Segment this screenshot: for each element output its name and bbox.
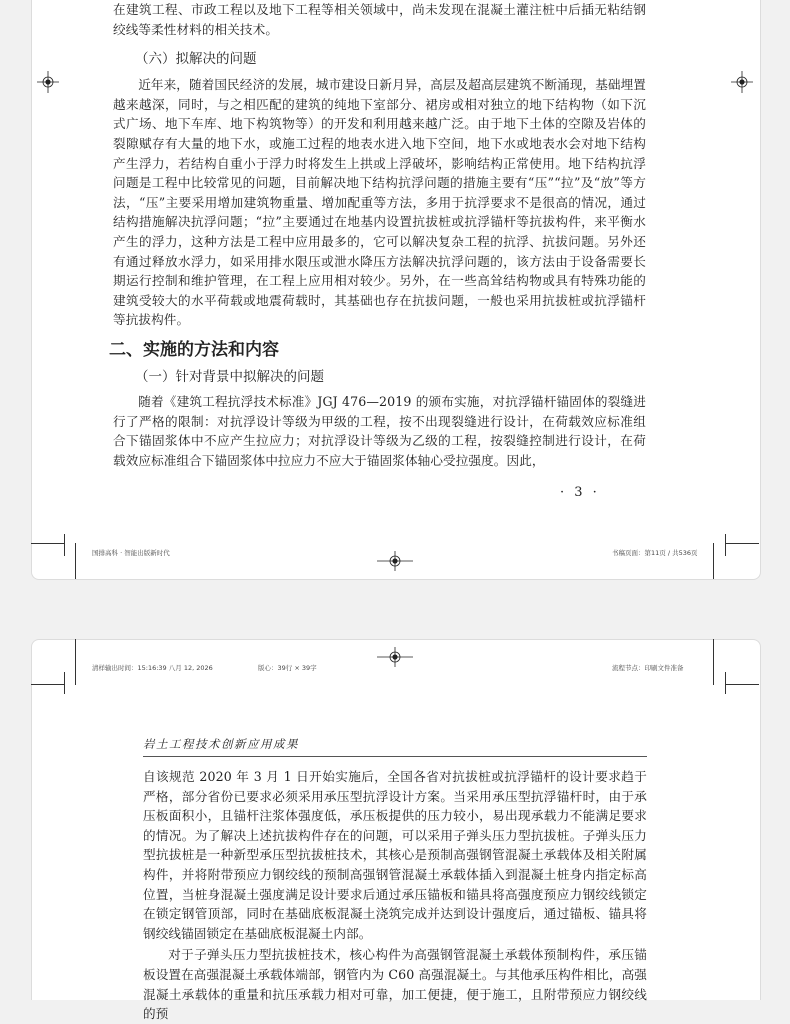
layout-spec-text: 版心：39行 × 39字 [258, 664, 317, 672]
crop-mark [713, 543, 714, 579]
footer-right-text: 书稿页面：第11页 / 共536页 [612, 549, 698, 557]
registration-mark-icon [377, 647, 413, 667]
problem-paragraph: 近年来，随着国民经济的发展，城市建设日新月异，高层及超高层建筑不断涌现，基础埋置越来越深，同时，与之相匹配的建筑的纯地下室部分、裙房或相对独立的地下结构物（如下沉式广场、地下车库、地下构筑物等）的开发和利用越来越广泛。由于地下土体的空隙及岩体的裂隙赋存有大量的地下水，或施工过程的地表水进入地下空间，地下水或地表水会对地下结构产生浮力，若结构自重小于浮力时将发生上拱或上浮破坏，影响结构正常使用。地下结构抗浮问题是工程中比较常见的问题，目前解决地下结构抗浮问题的措施主要有“压”“拉”及“放”等方法，“压”主要采用增加建筑物重量、增加配重等方法，多用于抗浮要求不是很高的情况，通过结构措施解决抗浮问题；“拉”主要通过在地基内设置抗拔桩或抗浮锚杆等抗拔构件，来平衡水产生的浮力，这种方法是工程中应用最多的，它可以解决复杂工程的抗浮、抗拔问题。另外还有通过释放水浮力，如采用排水限压或泄水降压方法解决抗浮问题的，该方法由于设备需要长期运行控制和维护管理，在工程上应用相对较少。另外，在一些高耸结构物或具有特殊功能的建筑受较大的水平荷载或地震荷载时，其基础也存在抗拔问题，一般也采用抗拔桩或抗浮锚杆等抗拔构件。 [113, 77, 646, 328]
crop-mark [31, 684, 65, 685]
registration-mark-icon [37, 71, 59, 93]
crop-mark [725, 543, 759, 544]
page-number: · 3 · [560, 485, 600, 500]
subheading-background: （一）针对背景中拟解决的问题 [135, 368, 324, 385]
method-paragraph: 随着《建筑工程抗浮技术标准》JGJ 476—2019 的颁布实施，对抗浮锚杆锚固体的裂缝进行了严格的限制：对抗浮设计等级为甲级的工程，按不出现裂缝进行设计，在荷载效应标准组合下锚固浆体中不应产生拉应力；对抗浮设计等级为乙级的工程，按裂缝控制进行设计，在荷载效应标准组合下锚固浆体中拉应力不应大于锚固浆体轴心受拉强度。因此， [113, 393, 646, 468]
footer-left-text: 国排高科 · 智能出版新时代 [92, 549, 170, 557]
crop-mark [75, 543, 76, 579]
core-component-paragraph: 对于子弹头压力型抗拔桩技术，核心构件为高强钢管混凝土承载体预制构件，承压锚板设置在高强混凝土承载体端部，钢管内为 C60 高强混凝土。与其他承压构件相比，高强混凝土承载体的重量和抗压承载力相对可靠，加工便捷，便于施工，且附带预应力钢绞线的预 [143, 947, 647, 1022]
intro-tail-paragraph: 在建筑工程、市政工程以及地下工程等相关领域中，尚未发现在混凝土灌注桩中后插无粘结钢绞线等柔性材料的相关技术。 [113, 2, 646, 37]
crop-mark [713, 639, 714, 685]
registration-mark-icon [377, 551, 413, 571]
crop-mark [75, 639, 76, 685]
crop-mark [64, 672, 65, 694]
top-page-body [109, 0, 646, 470]
crop-mark [725, 684, 759, 685]
crop-mark [64, 534, 65, 556]
crop-mark [725, 534, 726, 556]
crop-mark [725, 672, 726, 694]
running-head: 岩土工程技术创新应用成果 [143, 737, 299, 751]
crop-mark [31, 543, 65, 544]
bottom-page-body [143, 767, 647, 1024]
output-time-text: 清样输出时间：15:16:39 八月 12, 2026 [92, 664, 213, 672]
section-heading: 二、实施的方法和内容 [109, 339, 279, 360]
subheading-problems: （六）拟解决的问题 [135, 51, 257, 68]
continue-paragraph: 自该规范 2020 年 3 月 1 日开始实施后，全国各省对抗拔桩或抗浮锚杆的设计要求趋于严格，部分省份已要求必须采用承压型抗浮设计方案。当采用承压型抗浮锚杆时，由于承压板面积小，且锚杆注浆体强度低，承压板提供的压力较小，易出现承载力不能满足要求的情况。为了解决上述抗拔构件存在的问题，可以采用子弹头压力型抗拔桩。子弹头压力型抗拔桩是一种新型承压型抗拔桩技术，其核心是预制高强钢管混凝土承载体及相关附属构件，并将附带预应力钢绞线的预制高强钢管混凝土承载体插入到混凝土桩身内指定标高位置，当桩身混凝土强度满足设计要求后通过承压锚板和锚具将高强度预应力钢绞线锁定在锁定钢管顶部，同时在基础底板混凝土浇筑完成并达到设计强度后，通过锚板、锚具将钢绞线锚固锁定在基础底板混凝土内部。 [143, 769, 647, 941]
flow-node-text: 流程节点：印刷文件准备 [612, 664, 684, 672]
registration-mark-icon [731, 71, 753, 93]
header-rule [143, 756, 647, 757]
